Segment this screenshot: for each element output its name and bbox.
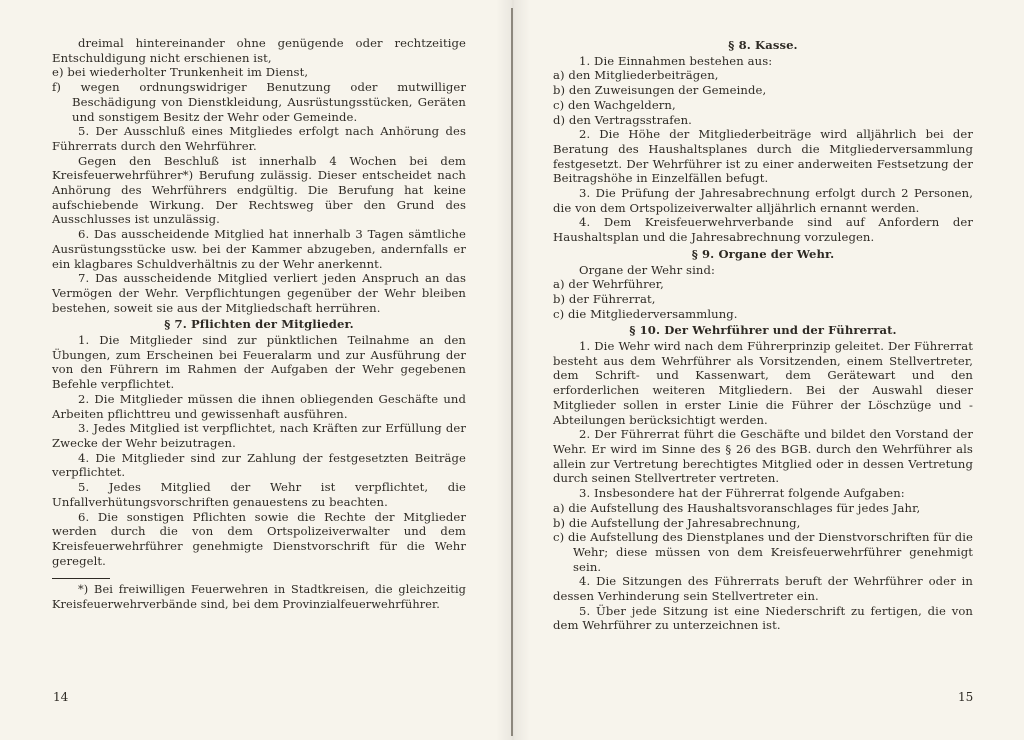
section-heading: § 8. Kasse.: [728, 38, 798, 52]
paragraph: 6. Das ausscheidende Mitglied hat innerhalb 3 Tagen sämtliche Ausrüstungsstücke usw. bei der Kammer abzugeben, andernfalls er ein klagbares Schuldverhältnis zu der Wehr anerkennt.: [52, 227, 466, 271]
paragraph: 3. Jedes Mitglied ist verpflichtet, nach Kräften zur Erfüllung der Zwecke der Wehr beizutragen.: [52, 421, 466, 450]
section-heading: § 7. Pflichten der Mitglieder.: [164, 317, 354, 332]
list-item: c) die Aufstellung des Dienstplanes und der Dienstvorschriften für die Wehr; diese müssen von dem Kreisfeuerwehrführer genehmigt sein.: [553, 530, 973, 574]
list-item: c) den Wachgeldern,: [553, 97, 676, 112]
page-number-left: 14: [53, 690, 69, 704]
list-item: b) die Aufstellung der Jahresabrechnung,: [553, 515, 801, 530]
paragraph: 5. Der Ausschluß eines Mitgliedes erfolgt nach Anhörung des Führerrats durch den Wehrführer.: [52, 124, 466, 153]
book-gutter: [511, 8, 513, 736]
gutter-shadow: [496, 0, 530, 740]
list-item: a) der Wehrführer,: [553, 277, 664, 292]
list-item: b) den Zuweisungen der Gemeinde,: [553, 83, 767, 98]
left-page: [52, 36, 466, 612]
list-item: c) die Mitgliederversammlung.: [553, 306, 738, 321]
paragraph: 1. Die Wehr wird nach dem Führerprinzip geleitet. Der Führerrat besteht aus dem Wehrführer als Vorsitzenden, einem Stellvertreter, dem Schrift- und Kassenwart, dem Gerätewart und den erforderlichen weiteren Mitgliedern. Bei der Auswahl dieser Mitglieder sollen in erster Linie die Führer der Löschzüge und -Abteilungen berücksichtigt werden.: [553, 339, 973, 427]
list-item: f) wegen ordnungswidriger Benutzung oder mutwilliger Beschädigung von Dienstkleidung, Ausrüstungsstücken, Geräten und sonstigem Besitz der Wehr oder Gemeinde.: [52, 80, 466, 124]
paragraph: Gegen den Beschluß ist innerhalb 4 Wochen bei dem Kreisfeuerwehrführer*) Berufung zulässig. Dieser entscheidet nach Anhörung des Wehrführers endgültig. Die Berufung hat keine aufschiebende Wirkung. Der Rechtsweg über den Grund des Ausschlusses ist unzulässig.: [52, 153, 466, 227]
paragraph: 7. Das ausscheidende Mitglied verliert jeden Anspruch an das Vermögen der Wehr. Verpflichtungen gegenüber der Wehr bleiben bestehen, soweit sie aus der Mitgliedschaft herrühren.: [52, 271, 466, 315]
paragraph: 1. Die Mitglieder sind zur pünktlichen Teilnahme an den Übungen, zum Erscheinen bei Feueralarm und zur Ausführung der von den Führern im Rahmen der Aufgaben der Wehr gegebenen Befehle verpflichtet.: [52, 333, 466, 392]
paragraph: 3. Die Prüfung der Jahresabrechnung erfolgt durch 2 Personen, die von dem Ortspolizeiverwalter alljährlich ernannt werden.: [553, 186, 973, 215]
continuation-text: dreimal hintereinander ohne genügende oder rechtzeitige Entschuldigung nicht erschienen ist,: [52, 36, 466, 65]
section-heading: § 10. Der Wehrführer und der Führerrat.: [629, 323, 897, 338]
footnote-rule: [52, 578, 110, 579]
list-item: b) der Führerrat,: [553, 291, 656, 306]
paragraph: 4. Die Mitglieder sind zur Zahlung der festgesetzten Beiträge verpflichtet.: [52, 450, 466, 480]
paragraph: Organe der Wehr sind:: [579, 262, 715, 277]
page-number-right: 15: [958, 690, 974, 704]
list-item: a) die Aufstellung des Haushaltsvoranschlages für jedes Jahr,: [553, 500, 921, 515]
list-item: a) den Mitgliederbeiträgen,: [553, 68, 719, 83]
right-page: [553, 36, 973, 633]
paragraph: 5. Über jede Sitzung ist eine Niederschrift zu fertigen, die von dem Wehrführer zu unterzeichnen ist.: [553, 603, 973, 633]
paragraph: 4. Die Sitzungen des Führerrats beruft der Wehrführer oder in dessen Verhinderung sein Stellvertreter ein.: [553, 574, 973, 604]
paragraph: 2. Der Führerrat führt die Geschäfte und bildet den Vorstand der Wehr. Er wird im Sinne des § 26 des BGB. durch den Wehrführer als allein zur Vertretung berechtigtes Mitglied oder in dessen Vertretung durch seinen Stellvertreter vertreten.: [553, 427, 973, 486]
list-item: e) bei wiederholter Trunkenheit im Dienst,: [52, 65, 309, 80]
section-heading: § 9. Organe der Wehr.: [691, 246, 835, 261]
footnote: *) Bei freiwilligen Feuerwehren in Stadtkreisen, die gleichzeitig Kreisfeuerwehrverbände sind, bei dem Provinzialfeuerwehrführer.: [52, 583, 466, 611]
paragraph: 3. Insbesondere hat der Führerrat folgende Aufgaben:: [579, 486, 905, 501]
paragraph: 1. Die Einnahmen bestehen aus:: [579, 53, 773, 68]
paragraph: 2. Die Mitglieder müssen die ihnen obliegenden Geschäfte und Arbeiten pflichttreu und gewissenhaft ausführen.: [52, 391, 466, 421]
paragraph: 2. Die Höhe der Mitgliederbeiträge wird alljährlich bei der Beratung des Haushaltsplanes durch die Mitgliederversammlung festgesetzt. Der Wehrführer ist zu einer anderweiten Festsetzung der Beitragshöhe in Einzelfällen befugt.: [553, 127, 973, 186]
paragraph: 6. Die sonstigen Pflichten sowie die Rechte der Mitglieder werden durch die von dem Ortspolizeiverwalter und dem Kreisfeuerwehrführer genehmigte Dienstvorschrift für die Wehr geregelt.: [52, 509, 466, 568]
list-item: d) den Vertragsstrafen.: [553, 112, 692, 127]
paragraph: 5. Jedes Mitglied der Wehr ist verpflichtet, die Unfallverhütungsvorschriften genauestens zu beachten.: [52, 480, 466, 509]
paragraph: 4. Dem Kreisfeuerwehrverbande sind auf Anfordern der Haushaltsplan und die Jahresabrechnung vorzulegen.: [553, 215, 973, 245]
